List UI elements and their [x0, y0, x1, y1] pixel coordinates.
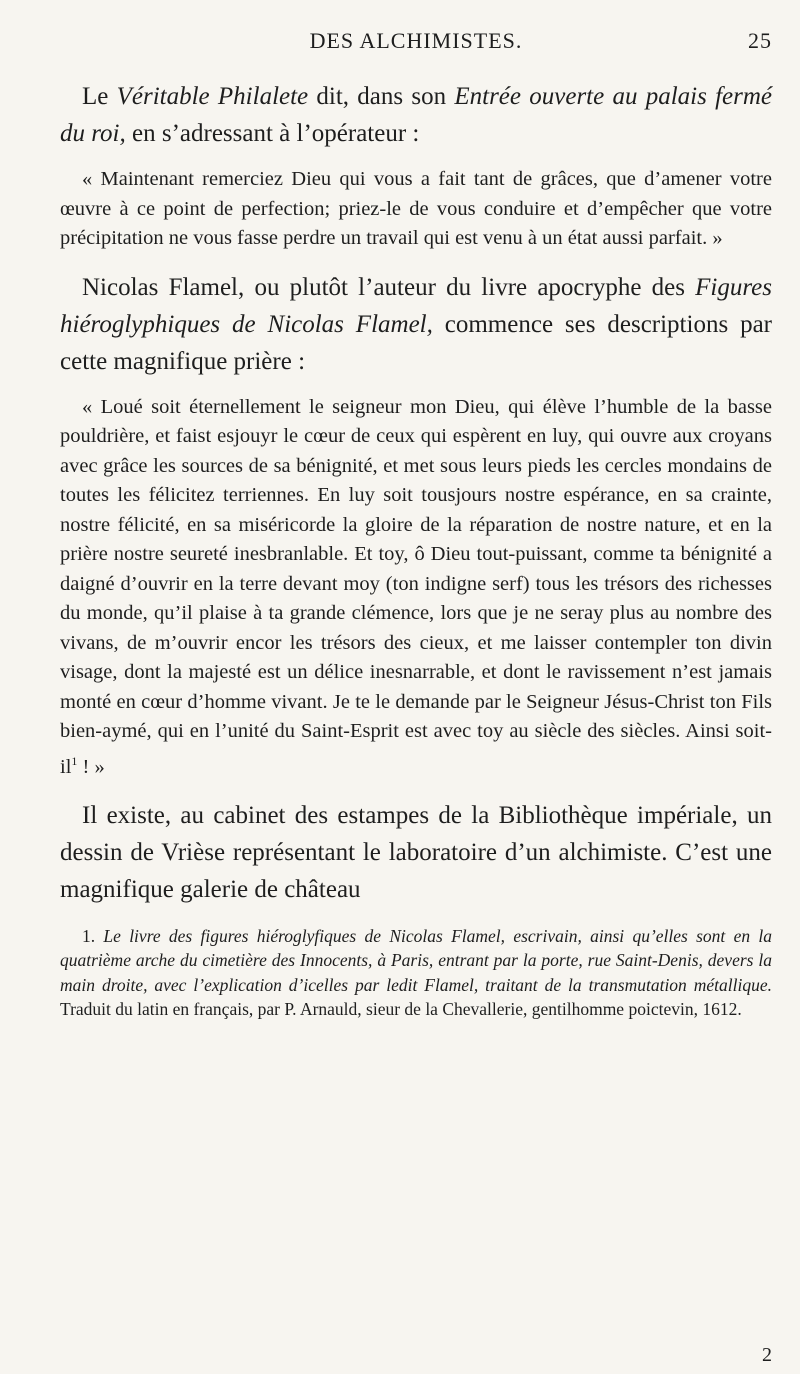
running-head	[60, 22, 772, 58]
paragraph-vriese: Il existe, au cabinet des estampes de la Bibliothèque impériale, un dessin de Vrièse représentant le laboratoire d’un alchimiste. C’est une magnifique galerie de château	[60, 801, 772, 903]
text-run: dit, dans son	[308, 83, 455, 110]
prayer-text: « Loué soit éternellement le seigneur mon Dieu, qui élève l’humble de la basse pouldrière, et faist esjouyr le cœur de ceux qui espèrent en luy, qui ouvre aux croyans avec grâce les sources de sa bénignité, et met sous leurs pieds les cercles mondains de toutes les félicitez terriennes. En luy soit tousjours nostre espérance, en sa crainte, nostre félicité, en sa miséricorde la gloire de la réparation de nostre nature, et en la prière nostre seureté inesbranlable. Et toy, ô Dieu tout-puissant, comme ta bénignité a daigné d’ouvrir en la terre devant moy (ton indigne serf) tous les trésors des richesses du monde, qu’il plaise à ta grande clémence, lors que je ne seray plus au nombre des vivans, de m’ouvrir encor les trésors des cieux, et me laisser contempler ton divin visage, dont la majesté est un délice inesnarrable, et dont le ravissement n’est jamais monté en cœur d’homme vivant. Je te le demande par le Seigneur Jésus-Christ ton Fils bien-aymé, qui en l’unité du Saint-Esprit est avec toy au siècle des siècles. Ainsi soit-il	[60, 395, 772, 778]
book-page	[60, 22, 772, 1366]
paragraph-philalete	[60, 78, 772, 152]
italic-title-philalete: Véritable Philalete	[116, 83, 309, 110]
text-run: en s’adressant à l’opérateur :	[125, 120, 420, 147]
quote-flamel-prayer	[60, 393, 772, 782]
text-run: ! »	[77, 755, 105, 778]
footnote	[60, 924, 772, 1022]
page-number: 25	[748, 28, 772, 53]
text-run: Le	[82, 83, 117, 110]
italic-title-figures: Figures hiéroglyphiques de Nicolas Flamel,	[60, 273, 772, 338]
footnote-number: 1.	[82, 925, 96, 946]
paragraph-flamel	[60, 269, 772, 380]
signature-mark: 2	[762, 1344, 772, 1366]
footnote-ref: 1	[71, 753, 78, 768]
italic-title-entree: Entrée ouverte au palais fermé du roi,	[60, 83, 772, 147]
footnote-italic-title: Le livre des figures hiéroglyfiques de Nicolas Flamel, escrivain, ainsi qu’elles sont en la quatrième arche du cimetière des Innocents, à Paris, entrant par la porte, rue Saint-Denis, devers la main droite, avec l’explication d’icelles par ledit Flamel, traitant de la transmutation métallique.	[60, 925, 772, 995]
text-run: commence ses descriptions par cette magnifique prière :	[60, 310, 772, 375]
quote-philalete: « Maintenant remerciez Dieu qui vous a fait tant de grâces, que d’amener votre œuvre à ce point de perfection; priez-le de vous conduire et d’empêcher que votre précipitation ne vous fasse perdre un travail qui est venu à un état aussi parfait. »	[60, 168, 772, 249]
running-title: DES ALCHIMISTES.	[309, 28, 523, 53]
footnote-text: Traduit du latin en français, par P. Arnauld, sieur de la Chevallerie, gentilhomme poictevin, 1612.	[60, 999, 742, 1020]
text-run: Nicolas Flamel, ou plutôt l’auteur du livre apocryphe des	[82, 273, 696, 301]
